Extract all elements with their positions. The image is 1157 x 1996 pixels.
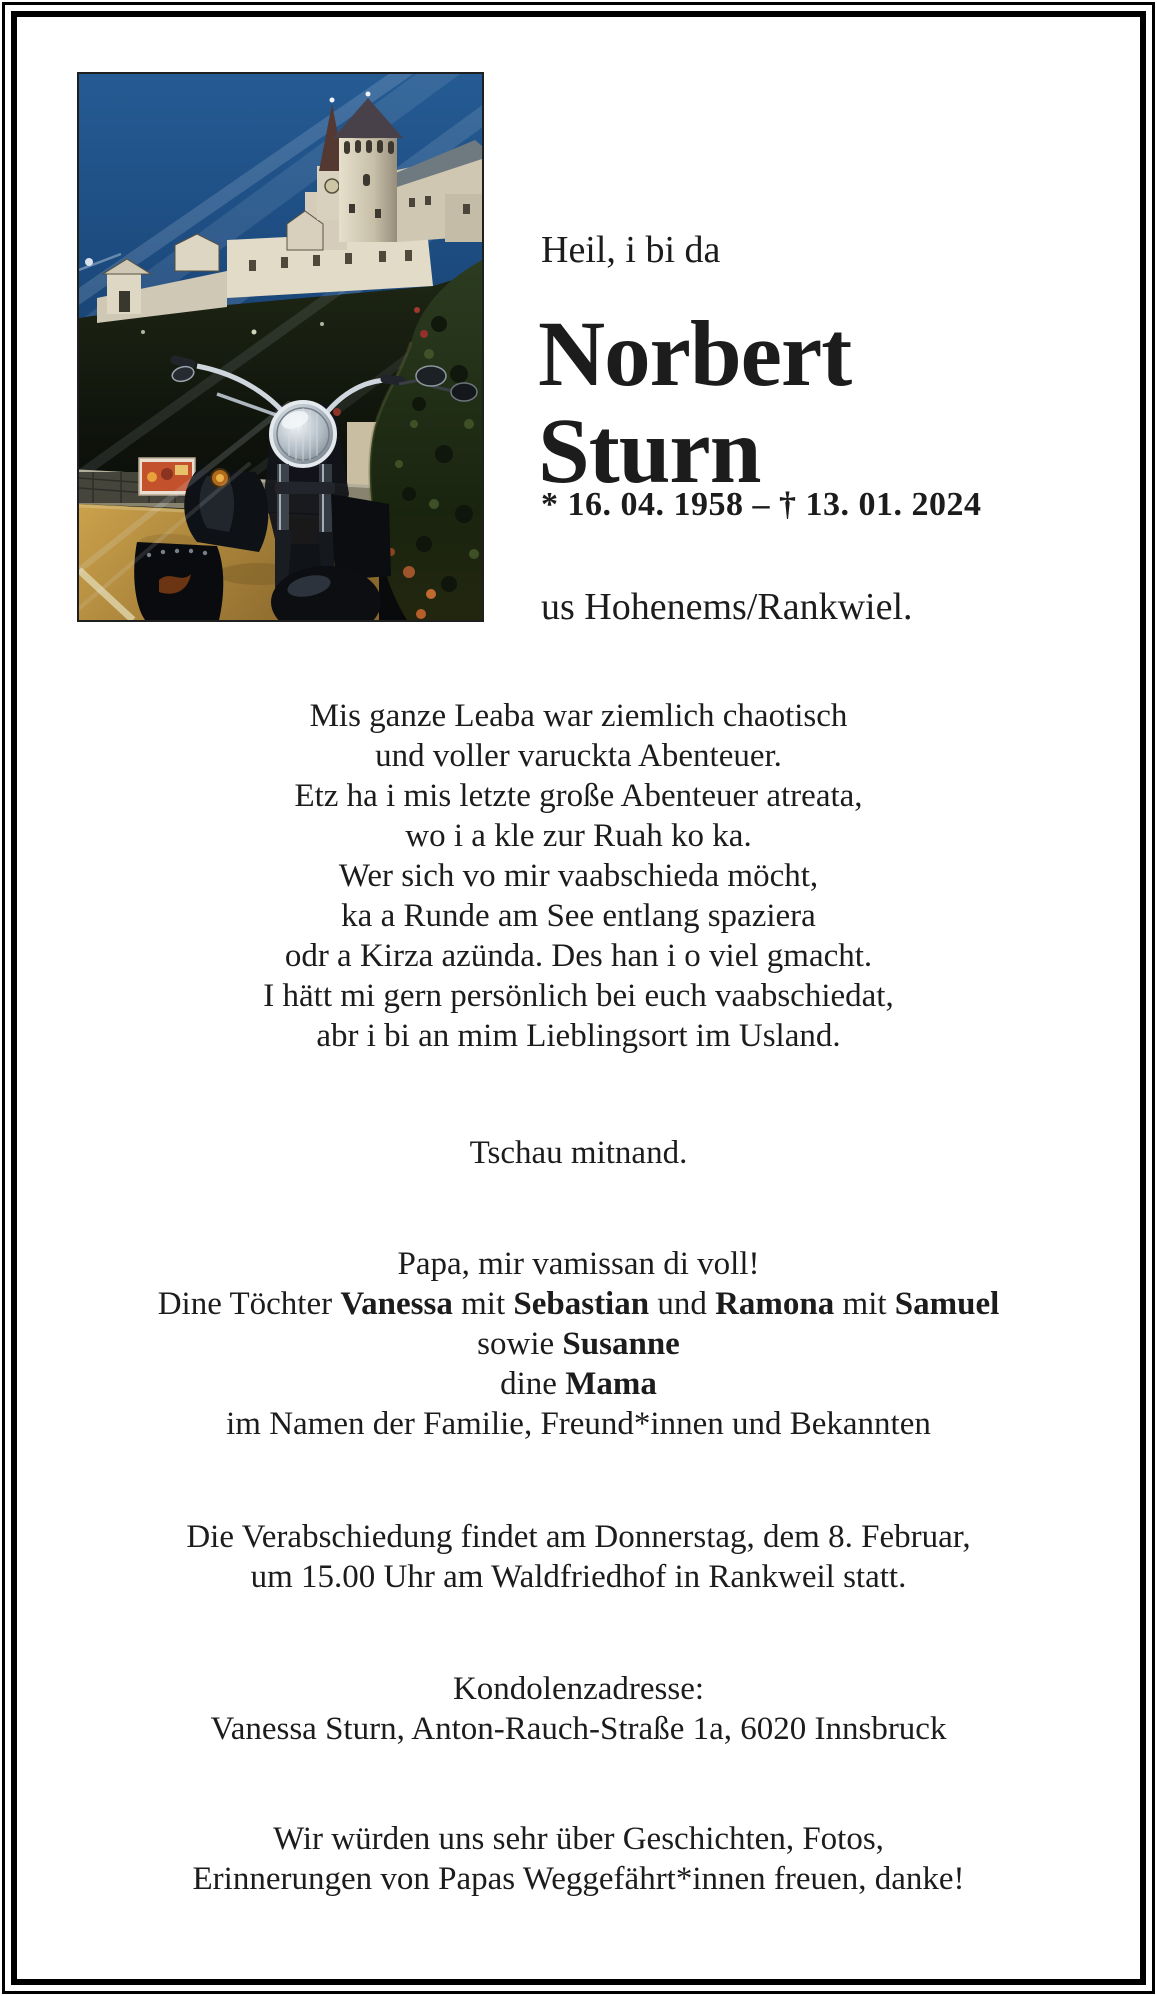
closing-paragraph: [30, 1819, 1127, 1899]
family-name-vanessa: Vanessa: [340, 1286, 453, 1322]
birth-death-dates: * 16. 04. 1958 – † 13. 01. 2024: [541, 486, 982, 523]
family-intro-line: Papa, mir vamissan di voll!: [397, 1246, 760, 1282]
memorial-photo-art: [79, 74, 482, 620]
condolence-address: Vanessa Sturn, Anton-Rauch-Straße 1a, 6020 Innsbruck: [210, 1711, 947, 1747]
family-daughters-line: [30, 1284, 1127, 1324]
family-text: Dine Töchter: [157, 1286, 341, 1322]
condolence-paragraph: [30, 1669, 1127, 1749]
family-text: und: [649, 1286, 716, 1322]
deceased-name: [538, 303, 852, 503]
closing-line: Wir würden uns sehr über Geschichten, Fotos,: [273, 1821, 884, 1857]
farewell-line: abr i bi an mim Lieblingsort im Usland.: [316, 1018, 841, 1054]
ceremony-line: um 15.00 Uhr am Waldfriedhof in Rankweil statt.: [250, 1559, 907, 1595]
ceremony-paragraph: [30, 1517, 1127, 1597]
closing-line: Erinnerungen von Papas Weggefährt*innen freuen, danke!: [192, 1861, 965, 1897]
family-name-ramona: Ramona: [715, 1286, 835, 1322]
family-text: mit: [452, 1286, 514, 1322]
family-mama-line: [30, 1364, 1127, 1404]
ceremony-line: Die Verabschiedung findet am Donnerstag, dem 8. Februar,: [186, 1519, 971, 1555]
farewell-line: wo i a kle zur Ruah ko ka.: [405, 818, 752, 854]
family-text: sowie: [477, 1326, 563, 1362]
farewell-line: Wer sich vo mir vaabschieda möcht,: [338, 858, 819, 894]
memorial-photo: [77, 72, 484, 622]
farewell-line: I hätt mi gern persönlich bei euch vaabschiedat,: [263, 978, 894, 1014]
family-text: mit: [834, 1286, 895, 1322]
family-name-sebastian: Sebastian: [513, 1286, 650, 1322]
farewell-paragraph: [30, 696, 1127, 1056]
family-behalf-line: im Namen der Familie, Freund*innen und Bekannten: [226, 1406, 931, 1442]
family-name-mama: Mama: [565, 1366, 657, 1402]
farewell-line: Etz ha i mis letzte große Abenteuer atreata,: [294, 778, 863, 814]
family-name-samuel: Samuel: [894, 1286, 1000, 1322]
origin-text: us Hohenems/Rankwiel.: [541, 586, 913, 628]
farewell-line: ka a Runde am See entlang spaziera: [341, 898, 816, 934]
family-text: dine: [500, 1366, 566, 1402]
sign-off-text: Tschau mitnand.: [469, 1135, 688, 1171]
family-sowie-line: [30, 1324, 1127, 1364]
farewell-line: Mis ganze Leaba war ziemlich chaotisch: [309, 698, 848, 734]
deceased-last-name: Sturn: [538, 400, 761, 503]
farewell-line: und voller varuckta Abenteuer.: [375, 738, 782, 774]
deceased-first-name: Norbert: [538, 303, 852, 406]
family-name-susanne: Susanne: [562, 1326, 680, 1362]
farewell-line: odr a Kirza azünda. Des han i o viel gmacht.: [284, 938, 873, 974]
greeting-text: Heil, i bi da: [541, 229, 721, 271]
family-paragraph: [30, 1244, 1127, 1444]
condolence-title: Kondolenzadresse:: [452, 1671, 705, 1707]
